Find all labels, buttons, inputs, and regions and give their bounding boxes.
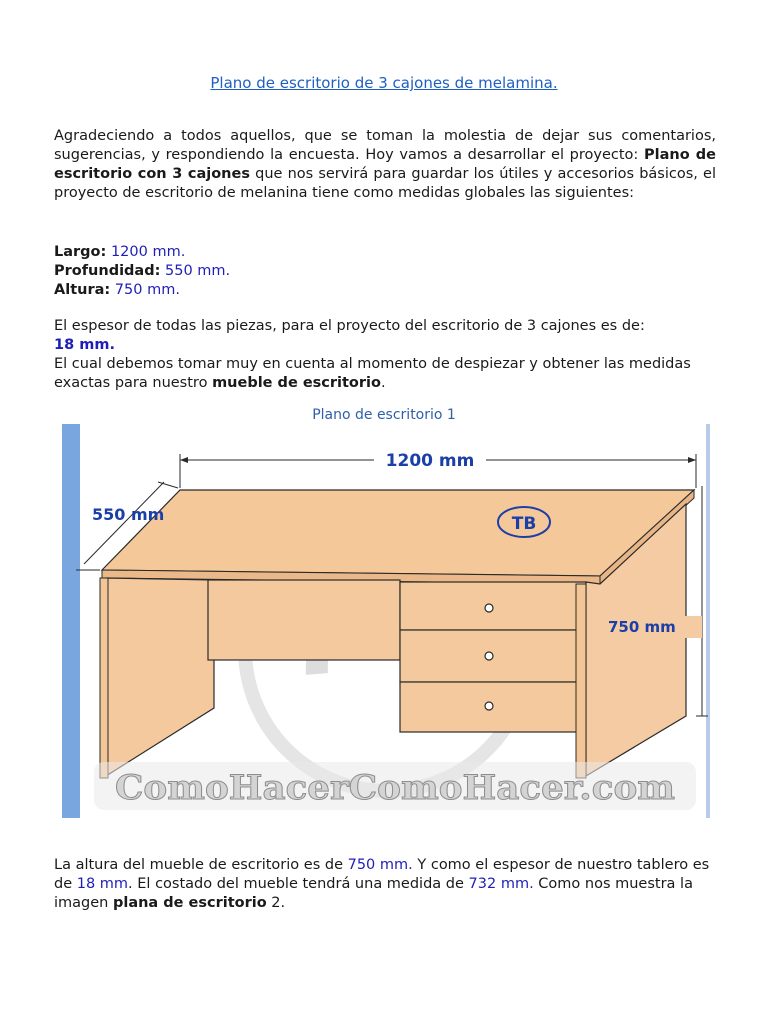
desk-plan-figure [62, 424, 710, 818]
measure-value: 1200 mm. [110, 244, 186, 260]
thickness-line2-text: El cual debemos tomar muy en cuenta al momento de despiezar y obtener las medidas exactas para nuestro [54, 356, 691, 391]
measures-list [54, 243, 716, 300]
intro-paragraph [54, 127, 716, 203]
intro-project-name: Plano de escritorio con 3 cajones [54, 147, 716, 182]
closing-value: 750 mm. [347, 857, 413, 873]
frame-stripe [62, 424, 80, 818]
measure-length [54, 243, 716, 262]
drawer-knob [485, 702, 493, 710]
thickness-line2-end: . [380, 375, 386, 391]
closing-bold: plana de escritorio [112, 895, 267, 911]
measure-label: Largo: [54, 244, 107, 260]
closing-value: 732 mm. [468, 876, 534, 892]
thickness-paragraph [54, 317, 716, 393]
page-title[interactable]: Plano de escritorio de 3 cajones de melamina. [210, 74, 558, 92]
drawer-knob [485, 652, 493, 660]
dim-length-label: 1200 mm [385, 451, 475, 471]
measure-value: 750 mm. [114, 282, 180, 298]
dim-height-label: 750 mm [608, 618, 676, 636]
closing-text: Y como el espesor de nuestro tablero es de [54, 857, 710, 892]
dim-depth-label: 550 mm [92, 505, 165, 524]
thickness-value: 18 mm. [54, 337, 115, 353]
closing-text: Como nos muestra la imagen [54, 876, 693, 911]
tb-badge-text: TB [511, 514, 537, 534]
thickness-line1: El espesor de todas las piezas, para el proyecto del escritorio de 3 cajones es de: [54, 318, 645, 334]
intro-text-after: que nos servirá para guardar los útiles y accesorios básicos, el proyecto de escritorio de melanina tiene como medidas globales las siguientes: [54, 166, 716, 201]
intro-text-before: Agradeciendo a todos aquellos, que se toman la molestia de dejar sus comentarios, sugerencias, y respondiendo la encuesta. Hoy vamos a desarrollar el proyecto: [54, 128, 716, 163]
thickness-line2 [54, 355, 716, 393]
central-panel [208, 580, 400, 660]
measure-depth [54, 262, 716, 281]
closing-value: 18 mm [76, 876, 129, 892]
drawer-knob [485, 604, 493, 612]
closing-text: La altura del mueble de escritorio es de [54, 857, 348, 873]
closing-text: 2. [266, 895, 286, 911]
closing-paragraph [54, 856, 716, 913]
desk-top [102, 490, 694, 576]
figure-caption: Plano de escritorio 1 [312, 407, 456, 423]
closing-text: . El costado del mueble tendrá una medida de [128, 876, 469, 892]
measure-value: 550 mm. [165, 263, 231, 279]
measure-label: Altura: [54, 282, 111, 298]
measure-label: Profundidad: [54, 263, 161, 279]
watermark-site-text: ComoHacerComoHacer.com [115, 768, 676, 808]
thickness-line2-bold: mueble de escritorio [212, 375, 381, 391]
measure-height [54, 281, 716, 300]
